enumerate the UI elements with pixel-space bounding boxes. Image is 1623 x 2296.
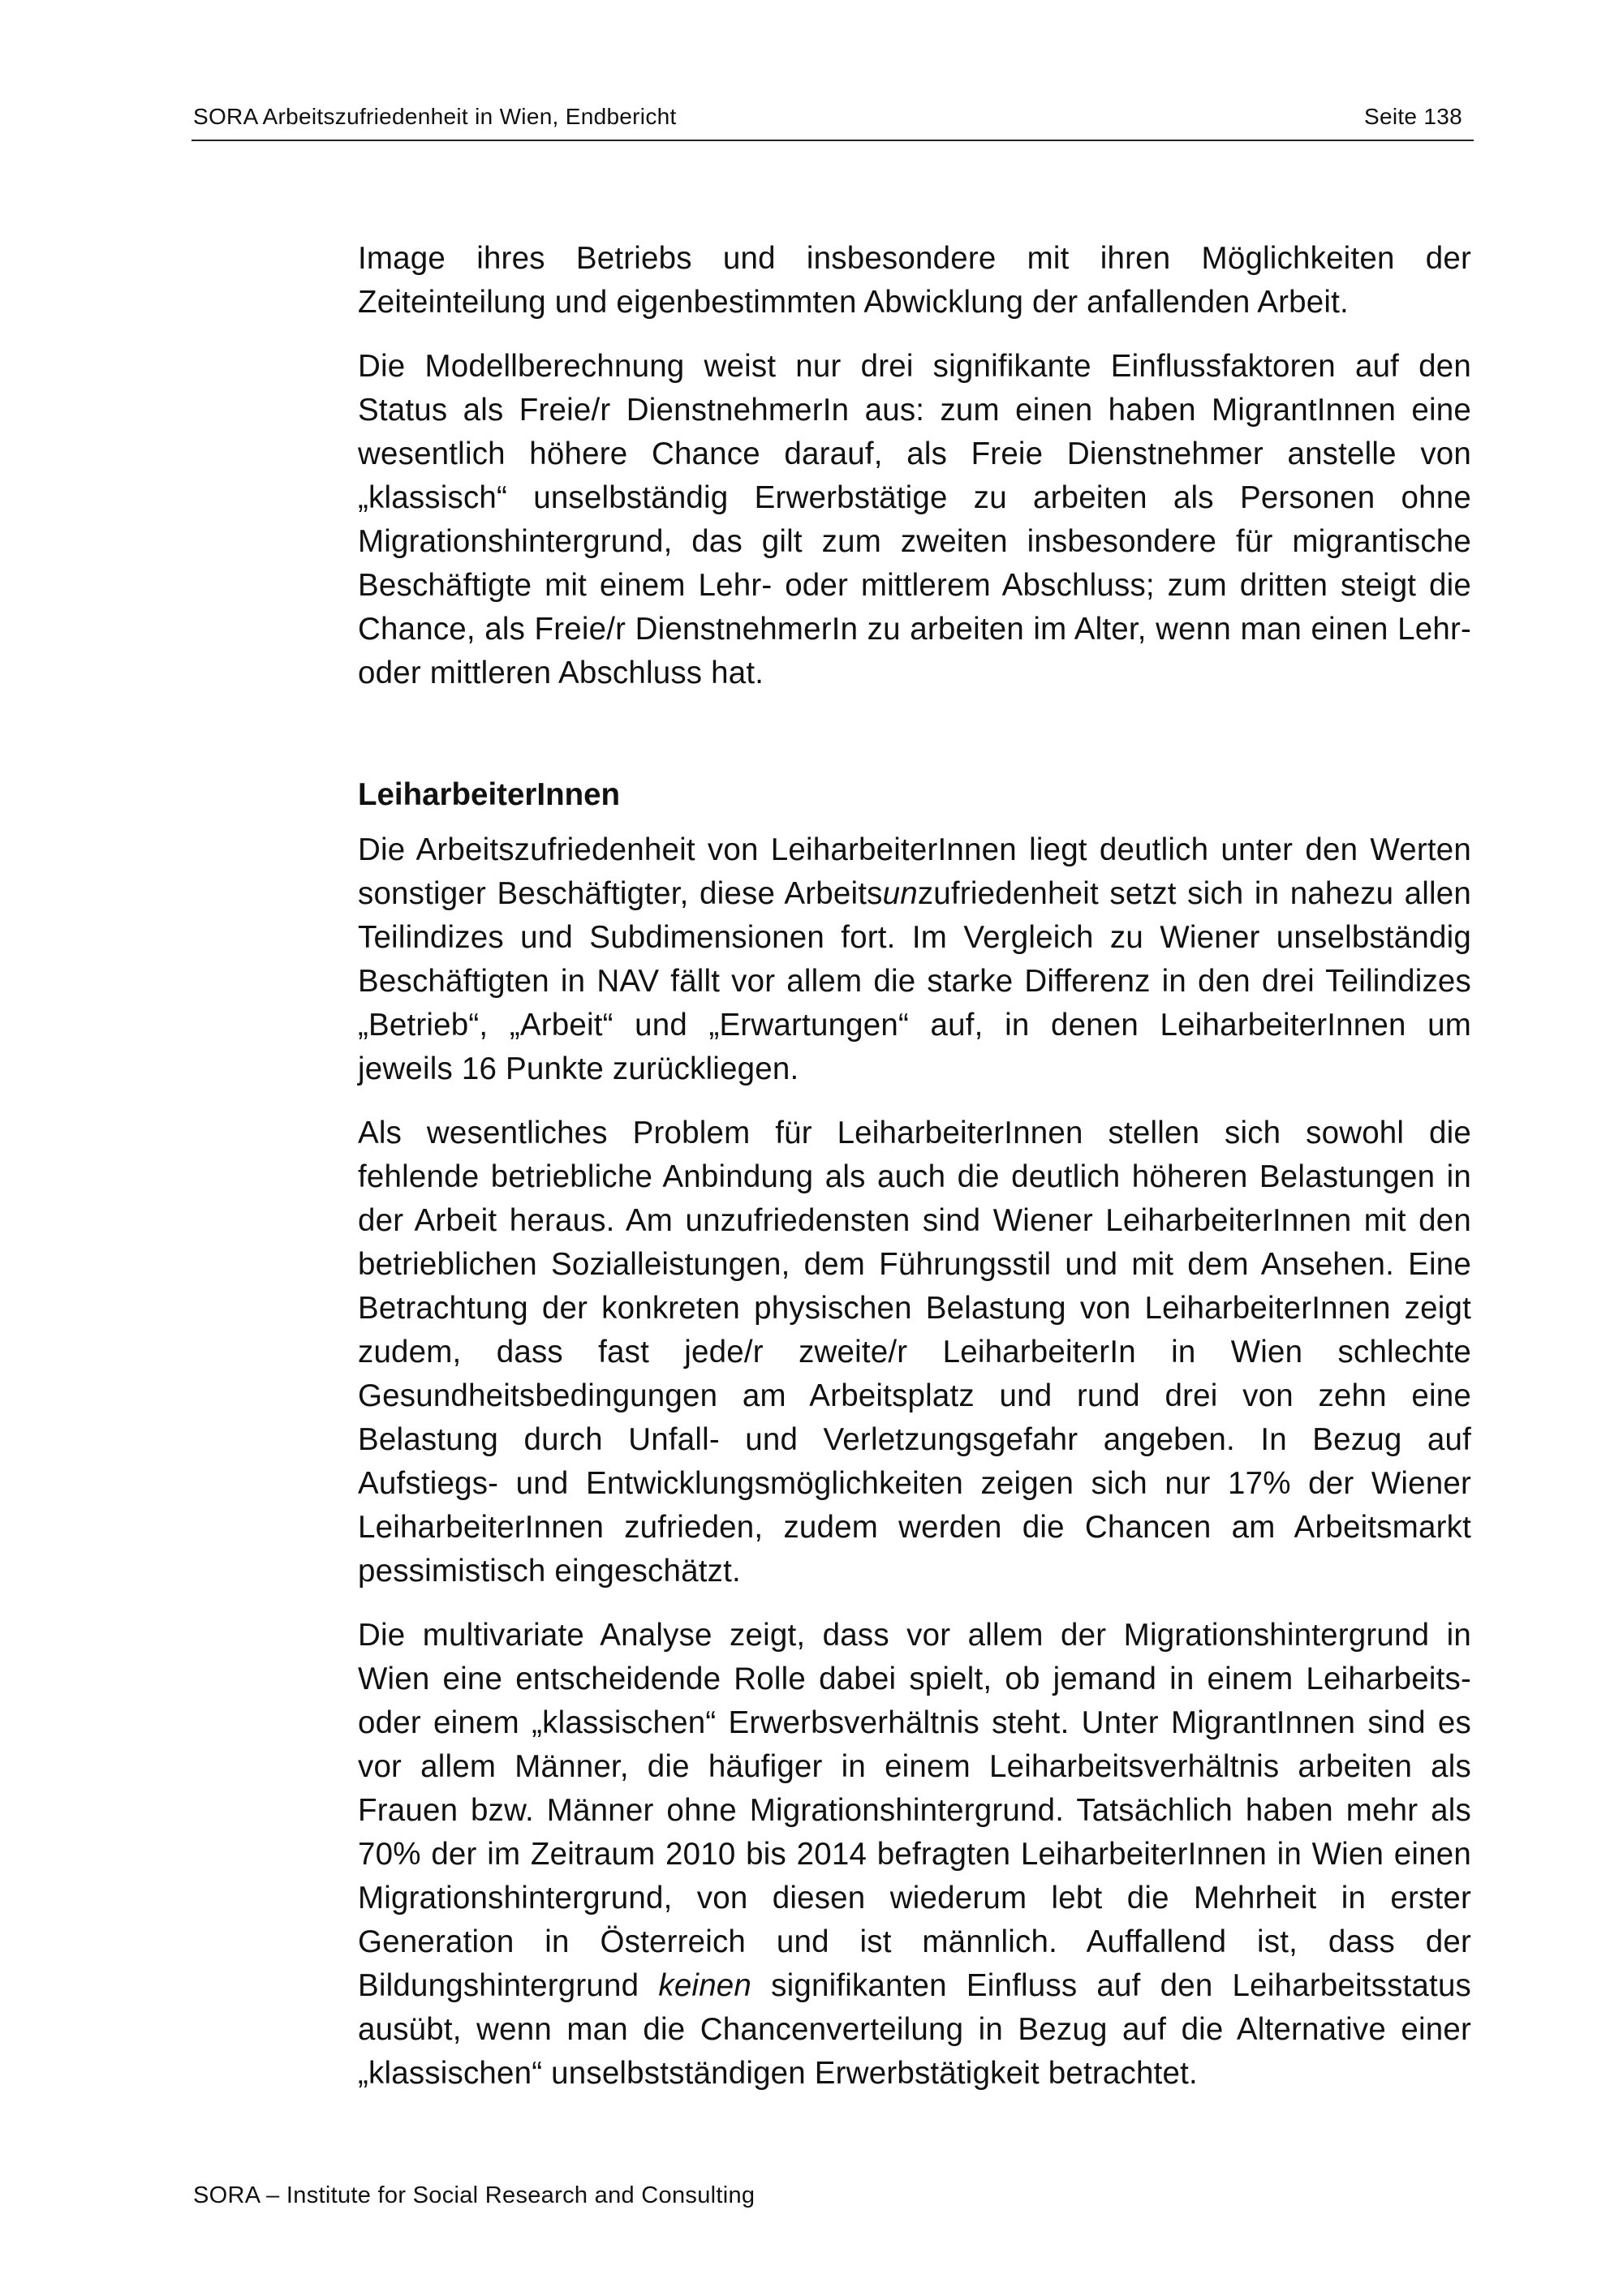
page-footer: SORA – Institute for Social Research and Consulting: [193, 2182, 756, 2208]
paragraph-5-part-2: signifikanten Einfluss auf den Leiharbeitsstatus ausübt, wenn man die Chancenverteilung in Bezug auf die Alternative einer „klassischen“ unselbstständigen Erwerbstätigkeit betrachtet.: [358, 1968, 1472, 2091]
paragraph-3-emphasis: un: [882, 876, 918, 911]
paragraph-4: Als wesentliches Problem für LeiharbeiterInnen stellen sich sowohl die fehlende betriebliche Anbindung als auch die deutlich höheren Belastungen in der Arbeit heraus. Am unzufriedensten sind Wiener LeiharbeiterInnen mit den betrieblichen Sozialleistungen, dem Führungsstil und mit dem Ansehen. Eine Betrachtung der konkreten physischen Belastung von LeiharbeiterInnen zeigt zudem, dass fast jede/r zweite/r LeiharbeiterIn in Wien schlechte Gesundheitsbedingungen am Arbeitsplatz und rund drei von zehn eine Belastung durch Unfall- und Verletzungsgefahr angeben. In Bezug auf Aufstiegs- und Entwicklungsmöglichkeiten zeigen sich nur 17% der Wiener LeiharbeiterInnen zufrieden, zudem werden die Chancen am Arbeitsmarkt pessimistisch eingeschätzt.: [358, 1116, 1471, 1589]
header-page-number: Seite 138: [1363, 104, 1462, 129]
main-content: [358, 237, 1471, 2116]
paragraph-3-part-1: Die Arbeitszufriedenheit von LeiharbeiterInnen liegt deutlich unter den Werten sonstiger Beschäftigter, diese Arbeits: [358, 832, 1471, 911]
paragraph-3-part-2: zufriedenheit setzt sich in nahezu allen Teilindizes und Subdimensionen fort. Im Vergleich zu Wiener unselbständig Beschäftigten in NAV fällt vor allem die starke Differenz in den drei Teilindizes „Betrieb“, „Arbeit“ und „Erwartungen“ auf, in denen LeiharbeiterInnen um jeweils 16 Punkte zurückliegen.: [358, 876, 1472, 1086]
section-heading-leiharbeiterinnen: LeiharbeiterInnen: [358, 777, 621, 812]
paragraph-5-emphasis: keinen: [658, 1968, 752, 2003]
paragraph-3: [358, 828, 1471, 1091]
paragraph-5-part-1: Die multivariate Analyse zeigt, dass vor allem der Migrationshintergrund in Wien eine entscheidende Rolle dabei spielt, ob jemand in einem Leiharbeits- oder einem „klassischen“ Erwerbsverhältnis steht. Unter MigrantInnen sind es vor allem Männer, die häufiger in einem Leiharbeitsverhältnis arbeiten als Frauen bzw. Männer ohne Migrationshintergrund. Tatsächlich haben mehr als 70% der im Zeitraum 2010 bis 2014 befragten LeiharbeiterInnen in Wien einen Migrationshintergrund, von diesen wiederum lebt die Mehrheit in erster Generation in Österreich und ist männlich. Auffallend ist, dass der Bildungshintergrund: [358, 1618, 1471, 2003]
paragraph-2: Die Modellberechnung weist nur drei signifikante Einflussfaktoren auf den Status als Freie/r DienstnehmerIn aus: zum einen haben MigrantInnen eine wesentlich höhere Chance darauf, als Freie Dienstnehmer anstelle von „klassisch“ unselbständig Erwerbstätige zu arbeiten als Personen ohne Migrationshintergrund, das gilt zum zweiten insbesondere für migrantische Beschäftigte mit einem Lehr- oder mittlerem Abschluss; zum dritten steigt die Chance, als Freie/r DienstnehmerIn zu arbeiten im Alter, wenn man einen Lehr- oder mittleren Abschluss hat.: [358, 349, 1471, 690]
page-header: [192, 104, 1474, 141]
paragraph-1: Image ihres Betriebs und insbesondere mit ihren Möglichkeiten der Zeiteinteilung und eigenbestimmten Abwicklung der anfallenden Arbeit.: [358, 241, 1471, 320]
header-report-title: SORA Arbeitszufriedenheit in Wien, Endbericht: [193, 104, 677, 129]
paragraph-5: [358, 1614, 1471, 2096]
